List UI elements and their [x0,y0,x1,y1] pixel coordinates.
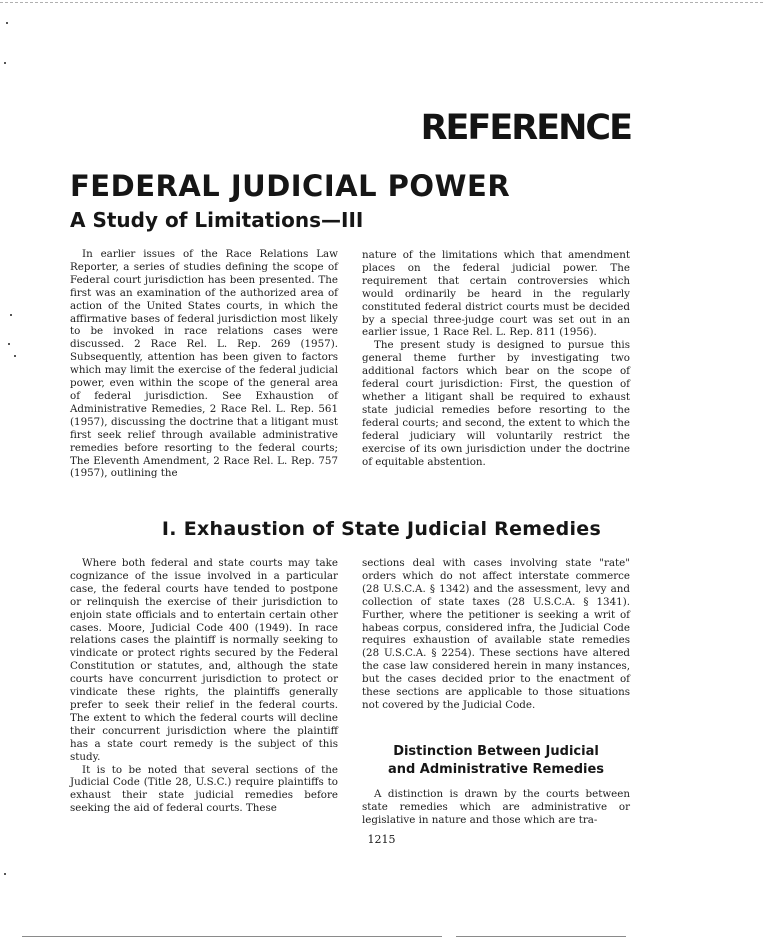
body-paragraph: A distinction is drawn by the courts between state remedies which are administrative or legislative in nature and those which are tra- [362,788,630,826]
section-label: REFERENCE [420,108,631,148]
subsection-heading-line: and Administrative Remedies [387,762,605,777]
scan-speck [8,343,10,345]
intro-right-column [362,249,630,468]
scan-speck [4,62,6,64]
scan-speck [10,314,12,316]
page-number: 1215 [367,833,396,846]
body-paragraph: Where both federal and state courts may take cognizance of the issue involved in a particular case, the federal courts have tended to postpone or relinquish the exercise of their jurisdiction to enjoin state officials and to entertain certain other cases. Moore, Judicial Code 400 (1949). In race relations cases the plaintiff is normally seeking to vindicate or protect rights secured by the Federal Constitution or statutes, and, although the state courts have concurrent jurisdiction to protect or vindicate these rights, the plaintiffs generally prefer to seek their relief in the federal courts. The extent to which the federal courts will decline their concurrent jurisdiction where the plaintiff has a state court remedy is the subject of this study. [70,557,338,763]
bottom-rule [456,936,626,937]
body-paragraph: It is to be noted that several sections of the Judicial Code (Title 28, U.S.C.) require plaintiffs to exhaust their state judicial remedies before seeking the aid of federal courts. These [70,763,338,815]
scan-speck [14,355,16,357]
subsection-heading-line: Distinction Between Judicial [393,744,599,759]
subsection-right-column [362,788,630,827]
intro-paragraph: The present study is designed to pursue this general theme further by investigating two additional factors which bear on the scope of federal court jurisdiction: First, the question of whether a litigant shall be required to exhaust state judicial remedies before resorting to the federal courts; and second, the extent to which the federal judiciary will voluntarily restrict the exercise of its own jurisdiction under the doctrine of equitable abstention. [362,339,630,468]
section-right-column [362,557,630,712]
body-paragraph: sections deal with cases involving state "rate" orders which do not affect interstate commerce (28 U.S.C.A. § 1342) and the assessment, levy and collection of state taxes (28 U.S.C.A. § 1341). Further, where the petitioner is seeking a writ of habeas corpus, considered infra, the Judicial Code requires exhaustion of available state remedies (28 U.S.C.A. § 2254). These sections have altered the case law considered herein in many instances, but the cases decided prior to the enactment of these sections are applicable to those situations not covered by the Judicial Code. [362,557,630,711]
scan-speck [6,22,8,24]
intro-left-column [70,248,338,480]
intro-paragraph: nature of the limitations which that amendment places on the federal judicial power. The requirement that certain controversies which would ordinarily be heard in the regularly constituted federal district courts must be decided by a special three-judge court was set out in an earlier issue, 1 Race Rel. L. Rep. 811 (1956). [362,249,630,339]
subsection-heading [362,743,630,779]
section-left-column [70,557,338,815]
section-heading: I. Exhaustion of State Judicial Remedies [161,518,602,540]
article-subtitle: A Study of Limitations—III [70,208,364,232]
intro-paragraph: In earlier issues of the Race Relations Law Reporter, a series of studies defining the scope of Federal court jurisdiction has been presented. The first was an examination of the authorized area of action of the United States courts, in which the affirmative bases of federal jurisdiction most likely to be invoked in race relations cases were discussed. 2 Race Rel. L. Rep. 269 (1957). Subsequently, attention has been given to factors which may limit the exercise of the federal judicial power, even within the scope of the general area of federal jurisdiction. See Exhaustion of Administrative Remedies, 2 Race Rel. L. Rep. 561 (1957), discussing the doctrine that a litigant must first seek relief through available administrative remedies before resorting to the federal courts; The Eleventh Amendment, 2 Race Rel. L. Rep. 757 (1957), outlining the [70,248,338,480]
bottom-rule [22,936,442,937]
scan-speck [4,873,6,875]
top-dashed-border [0,2,763,3]
article-title: FEDERAL JUDICIAL POWER [70,169,511,203]
